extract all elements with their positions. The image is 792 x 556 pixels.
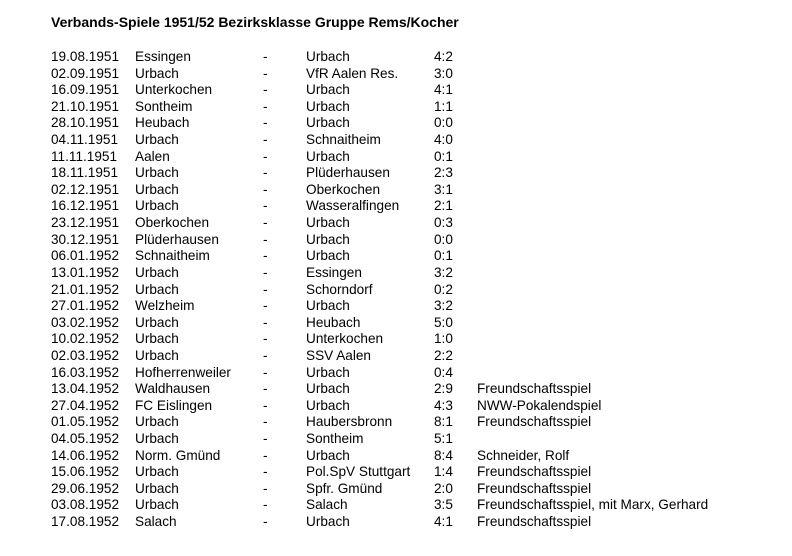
- match-date: 21.01.1952: [51, 281, 120, 297]
- match-score: 0:4: [434, 364, 453, 380]
- match-date: 15.06.1952: [51, 464, 120, 480]
- match-date: 02.03.1952: [51, 347, 120, 363]
- match-date: 17.08.1952: [51, 514, 120, 530]
- home-team: Aalen: [135, 148, 170, 164]
- match-date: 02.09.1951: [51, 65, 120, 81]
- away-team: Urbach: [306, 381, 350, 397]
- home-team: Essingen: [135, 49, 191, 64]
- away-team: Unterkochen: [306, 331, 384, 347]
- match-score: 1:1: [434, 98, 453, 114]
- separator-dash: -: [263, 231, 268, 247]
- away-team: Urbach: [306, 115, 350, 131]
- away-team: Urbach: [306, 148, 350, 164]
- separator-dash: -: [263, 331, 268, 347]
- separator-dash: -: [263, 497, 268, 513]
- away-team: Urbach: [306, 298, 350, 314]
- home-team: Urbach: [135, 132, 179, 148]
- match-score: 8:4: [434, 447, 453, 463]
- match-score: 5:0: [434, 314, 453, 330]
- home-team: Plüderhausen: [135, 231, 219, 247]
- match-score: 3:2: [434, 298, 453, 314]
- away-team: Urbach: [306, 447, 350, 463]
- match-score: 2:1: [434, 198, 453, 214]
- match-note: Freundschaftsspiel: [477, 414, 592, 430]
- match-row: [0, 348, 792, 365]
- home-team: FC Eislingen: [135, 397, 213, 413]
- match-note: Freundschaftsspiel: [477, 514, 592, 530]
- separator-dash: -: [263, 414, 268, 430]
- home-team: Urbach: [135, 497, 179, 513]
- match-row: [0, 182, 792, 199]
- match-score: 5:1: [434, 431, 453, 447]
- match-date: 13.01.1952: [51, 264, 120, 280]
- match-date: 04.05.1952: [51, 431, 120, 447]
- home-team: Urbach: [135, 264, 179, 280]
- match-row: [0, 115, 792, 132]
- away-team: Schnaitheim: [306, 132, 381, 148]
- match-score: 4:2: [434, 49, 453, 64]
- match-row: [0, 331, 792, 348]
- away-team: Haubersbronn: [306, 414, 393, 430]
- home-team: Urbach: [135, 281, 179, 297]
- match-row: [0, 99, 792, 116]
- match-row: [0, 82, 792, 99]
- match-date: 19.08.1951: [51, 49, 120, 64]
- separator-dash: -: [263, 464, 268, 480]
- match-row: [0, 198, 792, 215]
- separator-dash: -: [263, 314, 268, 330]
- home-team: Welzheim: [135, 298, 195, 314]
- match-date: 10.02.1952: [51, 331, 120, 347]
- match-note: NWW-Pokalendspiel: [477, 397, 602, 413]
- match-score: 3:1: [434, 181, 453, 197]
- home-team: Urbach: [135, 65, 179, 81]
- separator-dash: -: [263, 281, 268, 297]
- home-team: Sontheim: [135, 98, 193, 114]
- separator-dash: -: [263, 49, 268, 64]
- match-date: 03.02.1952: [51, 314, 120, 330]
- match-date: 18.11.1951: [51, 165, 119, 181]
- match-score: 0:0: [434, 115, 453, 131]
- match-score: 2:9: [434, 381, 453, 397]
- separator-dash: -: [263, 397, 268, 413]
- match-date: 01.05.1952: [51, 414, 120, 430]
- match-row: [0, 365, 792, 382]
- away-team: Salach: [306, 497, 348, 513]
- match-date: 27.04.1952: [51, 397, 120, 413]
- match-note: Freundschaftsspiel: [477, 464, 592, 480]
- separator-dash: -: [263, 115, 268, 131]
- match-score: 3:2: [434, 264, 453, 280]
- home-team: Urbach: [135, 198, 179, 214]
- match-score: 0:1: [434, 148, 453, 164]
- match-date: 30.12.1951: [51, 231, 120, 247]
- match-date: 13.04.1952: [51, 381, 120, 397]
- match-score: 1:4: [434, 464, 453, 480]
- match-row: [0, 282, 792, 299]
- match-score: 8:1: [434, 414, 453, 430]
- separator-dash: -: [263, 447, 268, 463]
- home-team: Urbach: [135, 165, 179, 181]
- separator-dash: -: [263, 181, 268, 197]
- home-team: Urbach: [135, 414, 179, 430]
- home-team: Salach: [135, 514, 177, 530]
- match-note: Freundschaftsspiel: [477, 480, 592, 496]
- separator-dash: -: [263, 264, 268, 280]
- away-team: Urbach: [306, 514, 350, 530]
- away-team: Wasseralfingen: [306, 198, 400, 214]
- match-score: 4:1: [434, 82, 453, 98]
- separator-dash: -: [263, 431, 268, 447]
- match-row: [0, 414, 792, 431]
- match-date: 14.06.1952: [51, 447, 120, 463]
- match-row: [0, 232, 792, 249]
- match-date: 06.01.1952: [51, 248, 120, 264]
- away-team: VfR Aalen Res.: [306, 65, 399, 81]
- match-list: [0, 49, 792, 531]
- match-date: 16.03.1952: [51, 364, 120, 380]
- match-row: [0, 165, 792, 182]
- away-team: Urbach: [306, 98, 350, 114]
- match-score: 2:0: [434, 480, 453, 496]
- separator-dash: -: [263, 480, 268, 496]
- home-team: Urbach: [135, 181, 179, 197]
- match-date: 02.12.1951: [51, 181, 120, 197]
- away-team: Pol.SpV Stuttgart: [306, 464, 411, 480]
- match-score: 0:3: [434, 215, 453, 231]
- match-date: 21.10.1951: [51, 98, 120, 114]
- match-score: 0:2: [434, 281, 453, 297]
- match-row: [0, 265, 792, 282]
- home-team: Urbach: [135, 431, 179, 447]
- home-team: Urbach: [135, 347, 179, 363]
- separator-dash: -: [263, 514, 268, 530]
- match-score: 4:0: [434, 132, 453, 148]
- home-team: Waldhausen: [135, 381, 211, 397]
- away-team: Schorndorf: [306, 281, 373, 297]
- home-team: Urbach: [135, 480, 179, 496]
- away-team: Urbach: [306, 231, 350, 247]
- separator-dash: -: [263, 364, 268, 380]
- match-row: [0, 215, 792, 232]
- match-score: 4:1: [434, 514, 453, 530]
- separator-dash: -: [263, 82, 268, 98]
- match-row: [0, 398, 792, 415]
- away-team: Urbach: [306, 364, 350, 380]
- match-score: 1:0: [434, 331, 453, 347]
- match-score: 2:2: [434, 347, 453, 363]
- away-team: Oberkochen: [306, 181, 381, 197]
- away-team: Essingen: [306, 264, 362, 280]
- home-team: Urbach: [135, 464, 179, 480]
- match-row: [0, 514, 792, 531]
- match-score: 0:1: [434, 248, 453, 264]
- match-row: [0, 132, 792, 149]
- away-team: Urbach: [306, 82, 350, 98]
- match-note: Freundschaftsspiel, mit Marx, Gerhard: [477, 497, 709, 513]
- match-row: [0, 464, 792, 481]
- match-date: 16.12.1951: [51, 198, 120, 214]
- match-note: Freundschaftsspiel: [477, 381, 592, 397]
- home-team: Heubach: [135, 115, 190, 131]
- separator-dash: -: [263, 198, 268, 214]
- home-team: Schnaitheim: [135, 248, 210, 264]
- away-team: Urbach: [306, 248, 350, 264]
- home-team: Unterkochen: [135, 82, 213, 98]
- away-team: Urbach: [306, 397, 350, 413]
- match-row: [0, 66, 792, 83]
- page-title: Verbands-Spiele 1951/52 Bezirksklasse Gruppe Rems/Kocher: [51, 14, 459, 30]
- match-date: 16.09.1951: [51, 82, 120, 98]
- match-row: [0, 149, 792, 166]
- home-team: Oberkochen: [135, 215, 210, 231]
- separator-dash: -: [263, 148, 268, 164]
- separator-dash: -: [263, 215, 268, 231]
- away-team: Sontheim: [306, 431, 364, 447]
- separator-dash: -: [263, 132, 268, 148]
- match-score: 3:5: [434, 497, 453, 513]
- match-date: 27.01.1952: [51, 298, 120, 314]
- separator-dash: -: [263, 165, 268, 181]
- separator-dash: -: [263, 65, 268, 81]
- home-team: Urbach: [135, 331, 179, 347]
- match-row: [0, 248, 792, 265]
- separator-dash: -: [263, 98, 268, 114]
- away-team: SSV Aalen: [306, 347, 371, 363]
- match-note: Schneider, Rolf: [477, 447, 570, 463]
- match-row: [0, 481, 792, 498]
- separator-dash: -: [263, 347, 268, 363]
- match-score: 2:3: [434, 165, 453, 181]
- separator-dash: -: [263, 248, 268, 264]
- match-date: 11.11.1951: [51, 148, 118, 164]
- match-row: [0, 448, 792, 465]
- separator-dash: -: [263, 381, 268, 397]
- separator-dash: -: [263, 298, 268, 314]
- away-team: Urbach: [306, 215, 350, 231]
- home-team: Hofherrenweiler: [135, 364, 231, 380]
- match-row: [0, 497, 792, 514]
- match-date: 29.06.1952: [51, 480, 120, 496]
- match-row: [0, 431, 792, 448]
- match-date: 03.08.1952: [51, 497, 120, 513]
- away-team: Plüderhausen: [306, 165, 390, 181]
- home-team: Norm. Gmünd: [135, 447, 221, 463]
- match-date: 28.10.1951: [51, 115, 120, 131]
- match-date: 04.11.1951: [51, 132, 119, 148]
- match-row: [0, 315, 792, 332]
- match-date: 23.12.1951: [51, 215, 120, 231]
- match-score: 3:0: [434, 65, 453, 81]
- match-row: [0, 298, 792, 315]
- match-score: 0:0: [434, 231, 453, 247]
- match-row: [0, 49, 792, 66]
- away-team: Urbach: [306, 49, 350, 64]
- match-score: 4:3: [434, 397, 453, 413]
- home-team: Urbach: [135, 314, 179, 330]
- away-team: Heubach: [306, 314, 361, 330]
- match-row: [0, 381, 792, 398]
- away-team: Spfr. Gmünd: [306, 480, 383, 496]
